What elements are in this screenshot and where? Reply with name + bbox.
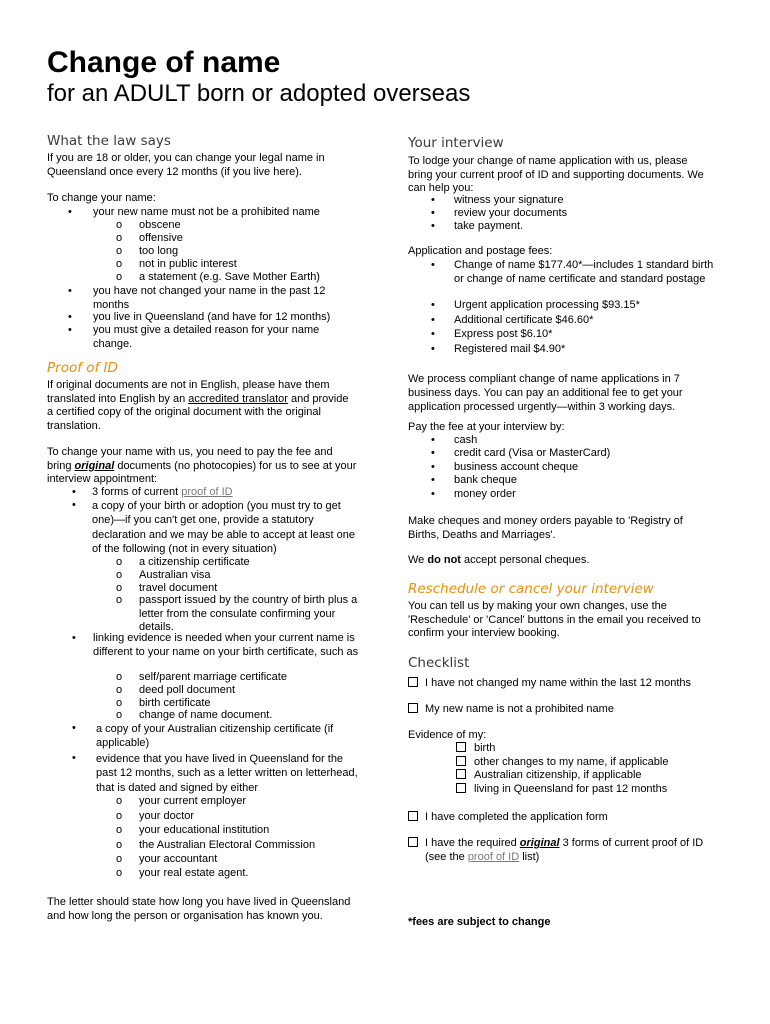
bullet-icon: • (72, 486, 76, 498)
list-item: your accountant (139, 853, 218, 865)
bullet-icon: • (431, 328, 435, 340)
list-item: money order (454, 488, 516, 500)
bullet-icon: • (431, 314, 435, 326)
pay-intro: Pay the fee at your interview by: (408, 421, 565, 433)
list-item: review your documents (454, 207, 568, 219)
interview-heading: Your interview (408, 135, 504, 151)
list-item: travel document (139, 582, 218, 594)
list-item: passport issued by the country of birth plus a letter from the consulate confirming your details. (139, 594, 358, 633)
circle-bullet-icon: o (116, 839, 123, 851)
circle-bullet-icon: o (116, 697, 123, 709)
bullet-icon: • (431, 259, 435, 271)
id-bullet-5: evidence that you have lived in Queensland for the past 12 months, such as a letter written on letterhead, that is dated and signed by either (96, 753, 358, 794)
bullet-icon: • (431, 343, 435, 355)
bullet-icon: • (431, 299, 435, 311)
circle-bullet-icon: o (116, 258, 123, 270)
checkbox-not-changed[interactable] (408, 677, 418, 687)
checklist-item: living in Queensland for past 12 months (474, 783, 668, 795)
checklist-heading: Checklist (408, 655, 470, 671)
list-item: Urgent application processing $93.15* (454, 299, 640, 311)
checklist-item-note: (see the proof of ID list) (425, 851, 540, 863)
checkbox-evidence-citizenship[interactable] (456, 769, 466, 779)
checklist-item: Australian citizenship, if applicable (474, 769, 642, 781)
bullet-icon: • (72, 722, 76, 734)
list-item: Registered mail $4.90* (454, 343, 566, 355)
list-item: your real estate agent. (139, 867, 249, 879)
list-item: Australian visa (139, 569, 211, 581)
bullet-icon: • (431, 207, 435, 219)
bullet-icon: • (431, 461, 435, 473)
interview-paragraph: To lodge your change of name application with us, please bring your current proof of ID and supporting documents. We can help you: (408, 155, 704, 194)
proof-of-id-link[interactable]: proof of ID (467, 851, 520, 863)
list-item: your doctor (139, 810, 195, 822)
circle-bullet-icon: o (116, 709, 123, 721)
bullet-icon: • (431, 220, 435, 232)
checklist-item: My new name is not a prohibited name (425, 703, 614, 715)
proof-paragraph-1: If original documents are not in English, please have them translated into English by an accredited translator and provide a certified copy of the original document with the original translation. (47, 379, 349, 432)
list-item: deed poll document (139, 684, 236, 696)
circle-bullet-icon: o (116, 867, 123, 879)
list-item: birth certificate (139, 697, 211, 709)
list-item: a statement (e.g. Save Mother Earth) (139, 271, 320, 283)
bullet-icon: • (68, 206, 72, 218)
circle-bullet-icon: o (116, 556, 123, 568)
circle-bullet-icon: o (116, 795, 123, 807)
checkbox-not-prohibited[interactable] (408, 703, 418, 713)
bullet-icon: • (68, 311, 72, 323)
list-item: too long (139, 245, 179, 257)
circle-bullet-icon: o (116, 271, 123, 283)
letter-note: The letter should state how long you have lived in Queensland and how long the person or organisation has known you. (47, 896, 351, 923)
fees-footnote: *fees are subject to change (408, 916, 551, 928)
circle-bullet-icon: o (116, 582, 123, 594)
law-bullet-1: your new name must not be a prohibited name (93, 206, 320, 218)
list-item: a citizenship certificate (139, 556, 250, 568)
list-item: obscene (139, 219, 181, 231)
law-bullet-4: you must give a detailed reason for your name change. (93, 324, 320, 350)
circle-bullet-icon: o (116, 245, 123, 257)
bullet-icon: • (431, 488, 435, 500)
processing-paragraph: We process compliant change of name applications in 7 business days. You can pay an additional fee to get your application processed urgently—within 3 working days. (408, 373, 683, 413)
id-bullet-3: linking evidence is needed when your current name is different to your name on your birth certificate, such as (93, 632, 359, 658)
proof-paragraph-2: To change your name with us, you need to pay the fee and bring original documents (no photocopies) for us to see at your interview appointment: (47, 446, 357, 485)
list-item: Change of name $177.40*—includes 1 standard birth or change of name certificate and standard postage (454, 259, 714, 285)
circle-bullet-icon: o (116, 810, 123, 822)
accredited-translator-link[interactable]: accredited translator (188, 392, 288, 405)
bullet-icon: • (72, 752, 76, 764)
circle-bullet-icon: o (116, 219, 123, 231)
proof-heading: Proof of ID (47, 360, 118, 376)
list-item: cash (454, 434, 478, 446)
list-item: self/parent marriage certificate (139, 671, 287, 683)
list-item: your educational institution (139, 824, 270, 836)
circle-bullet-icon: o (116, 671, 123, 683)
list-item: Additional certificate $46.60* (454, 314, 594, 326)
list-item: take payment. (454, 220, 524, 232)
bullet-icon: • (431, 474, 435, 486)
list-item: credit card (Visa or MasterCard) (454, 447, 611, 459)
law-heading: What the law says (47, 133, 171, 149)
list-item: business account cheque (454, 461, 579, 473)
checklist-item: other changes to my name, if applicable (474, 756, 669, 768)
circle-bullet-icon: o (116, 824, 123, 836)
list-item: Express post $6.10* (454, 328, 553, 340)
proof-of-id-link[interactable]: proof of ID (181, 486, 233, 498)
reschedule-paragraph: You can tell us by making your own changes, use the 'Reschedule' or 'Cancel' buttons in the email you received to confirm your interview booking. (408, 600, 701, 639)
law-bullet-2: you have not changed your name in the past 12 months (93, 285, 326, 311)
list-item: offensive (139, 232, 183, 244)
bullet-icon: • (431, 434, 435, 446)
fees-intro: Application and postage fees: (408, 245, 553, 257)
circle-bullet-icon: o (116, 594, 123, 606)
page-subtitle: for an ADULT born or adopted overseas (47, 80, 471, 107)
bullet-icon: • (72, 632, 76, 644)
bullet-icon: • (431, 447, 435, 459)
bullet-icon: • (68, 324, 72, 336)
page-title: Change of name (47, 46, 281, 79)
checklist-item: I have completed the application form (425, 811, 608, 823)
no-personal-cheques: We do not accept personal cheques. (408, 554, 590, 566)
circle-bullet-icon: o (116, 684, 123, 696)
reschedule-heading: Reschedule or cancel your interview (408, 581, 654, 597)
checklist-item: birth (474, 742, 496, 754)
bullet-icon: • (68, 285, 72, 297)
checkbox-application-form[interactable] (408, 811, 418, 821)
to-change-text: To change your name: (47, 192, 156, 204)
checklist-item: I have the required original 3 forms of current proof of ID (425, 837, 704, 849)
evidence-intro: Evidence of my: (408, 729, 487, 741)
law-intro: If you are 18 or older, you can change your legal name in Queensland once every 12 months (if you live here). (47, 152, 325, 178)
checklist-item: I have not changed my name within the last 12 months (425, 677, 691, 689)
list-item: witness your signature (454, 194, 564, 206)
checkbox-evidence-birth[interactable] (456, 742, 466, 752)
list-item: bank cheque (454, 474, 517, 486)
checkbox-proof-of-id[interactable] (408, 837, 418, 847)
checkbox-evidence-residence[interactable] (456, 783, 466, 793)
id-bullet-2: a copy of your birth or adoption (you must try to get one)—if you can't get one, provide a statutory declaration and we may be able to accept at least one of the following (not in every situation) (92, 500, 355, 556)
list-item: your current employer (139, 795, 246, 807)
circle-bullet-icon: o (116, 232, 123, 244)
list-item: the Australian Electoral Commission (139, 839, 316, 851)
circle-bullet-icon: o (116, 569, 123, 581)
list-item: not in public interest (139, 258, 237, 270)
bullet-icon: • (72, 499, 76, 511)
law-bullet-3: you live in Queensland (and have for 12 months) (93, 311, 331, 323)
id-bullet-4: a copy of your Australian citizenship certificate (if applicable) (96, 723, 334, 750)
cheques-paragraph: Make cheques and money orders payable to 'Registry of Births, Deaths and Marriages'. (408, 515, 683, 541)
bullet-icon: • (431, 194, 435, 206)
id-bullet-1: 3 forms of current proof of ID (92, 486, 233, 498)
circle-bullet-icon: o (116, 853, 123, 865)
list-item: change of name document. (139, 709, 273, 721)
checkbox-evidence-name-changes[interactable] (456, 756, 466, 766)
